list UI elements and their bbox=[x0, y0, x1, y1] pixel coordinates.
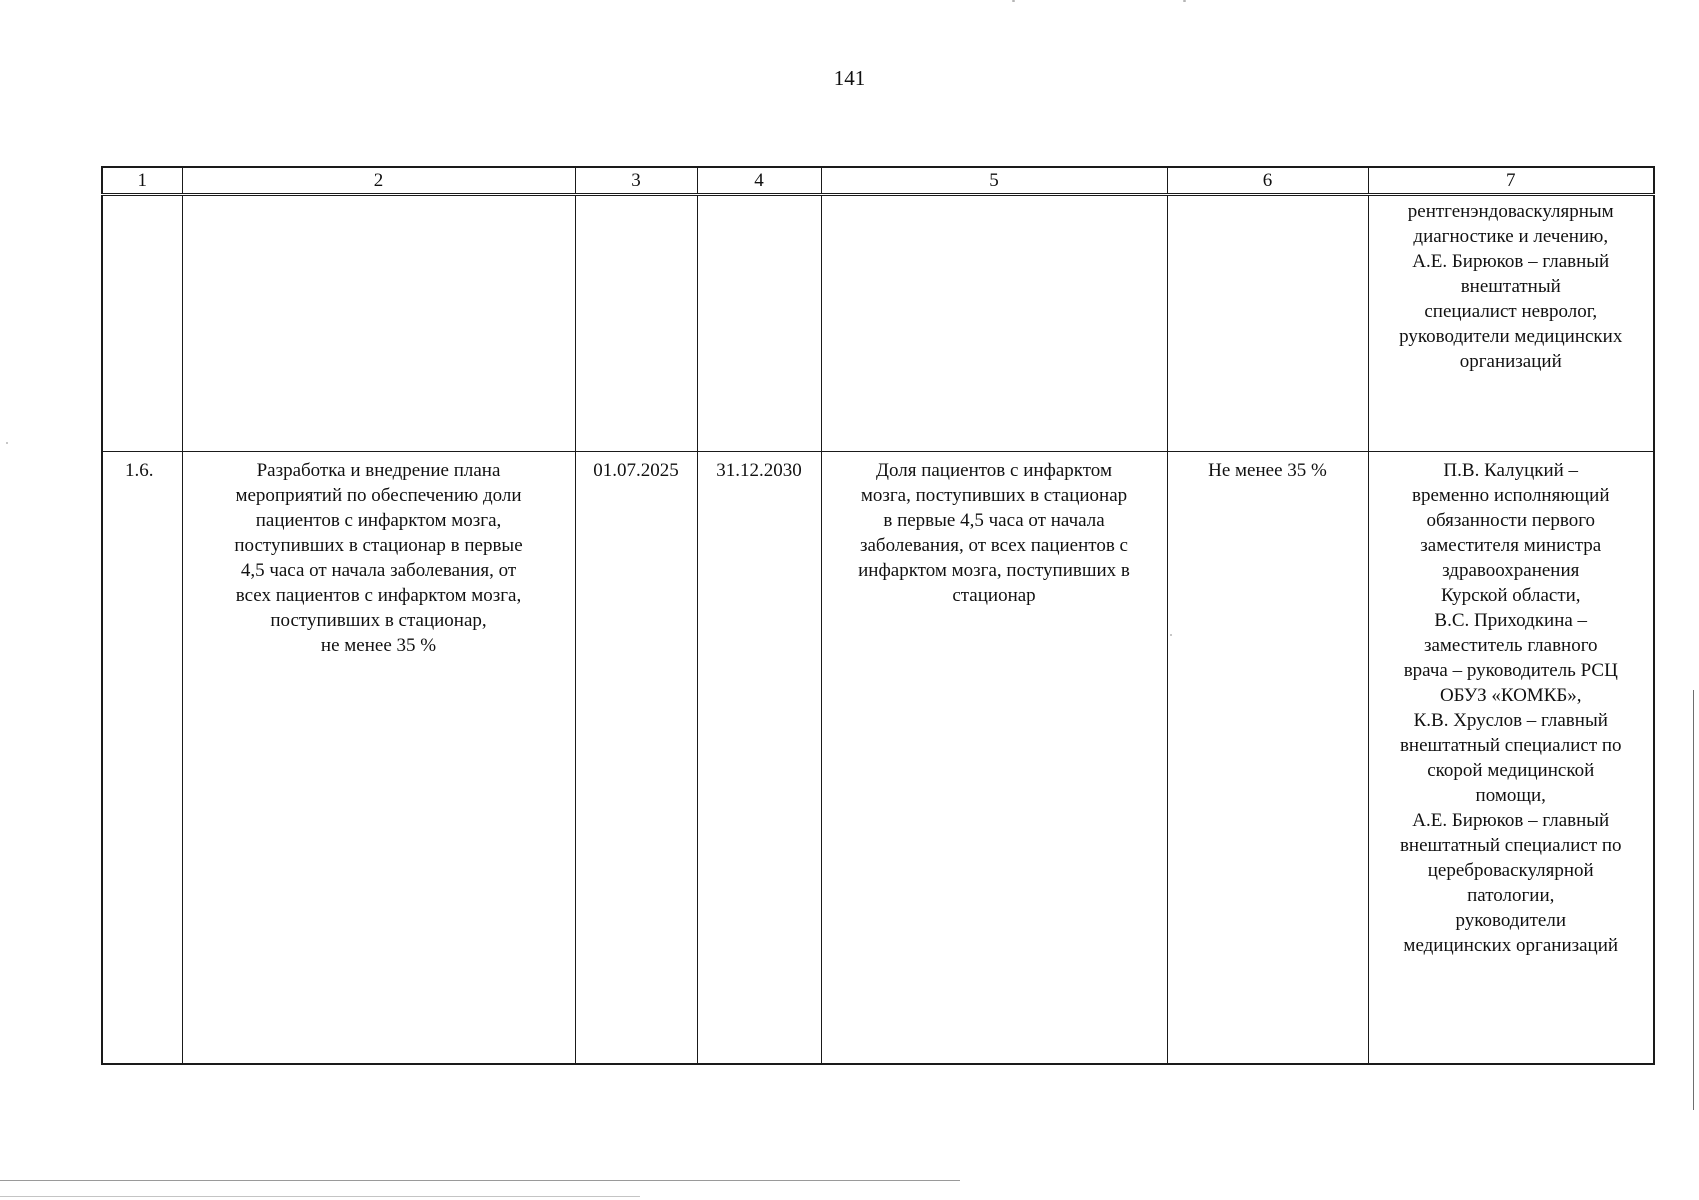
scan-artifact bbox=[6, 442, 8, 444]
indicator-cell: Доля пациентов с инфарктом мозга, поступивших в стационар в первые 4,5 часа от начала заболевания, от всех пациентов с инфарктом мозга, поступивших в стационар bbox=[821, 452, 1167, 1065]
description-cell bbox=[182, 195, 575, 452]
column-header-5: 5 bbox=[821, 167, 1167, 195]
item-number-cell: 1.6. bbox=[102, 452, 182, 1065]
end-date-cell: 31.12.2030 bbox=[697, 452, 821, 1065]
start-date-cell: 01.07.2025 bbox=[575, 452, 697, 1065]
column-header-7: 7 bbox=[1368, 167, 1654, 195]
table-row-1-6 bbox=[102, 452, 1654, 1065]
description-cell: Разработка и внедрение плана мероприятий по обеспечению доли пациентов с инфарктом мозга, поступивших в стационар в первые 4,5 часа от начала заболевания, от всех пациентов с инфарктом мозга, поступивших в стационар, не менее 35 % bbox=[182, 452, 575, 1065]
scan-edge-line bbox=[0, 1180, 960, 1181]
column-header-2: 2 bbox=[182, 167, 575, 195]
plan-table bbox=[101, 166, 1655, 1065]
column-header-4: 4 bbox=[697, 167, 821, 195]
column-header-3: 3 bbox=[575, 167, 697, 195]
column-header-6: 6 bbox=[1167, 167, 1368, 195]
end-date-cell bbox=[697, 195, 821, 452]
scan-edge-line bbox=[1693, 690, 1694, 1110]
start-date-cell bbox=[575, 195, 697, 452]
target-value-cell bbox=[1167, 195, 1368, 452]
column-header-1: 1 bbox=[102, 167, 182, 195]
scan-artifact bbox=[1170, 634, 1172, 636]
page-number: 141 bbox=[833, 66, 866, 90]
scan-artifact bbox=[1183, 0, 1186, 2]
responsible-persons-cell: П.В. Калуцкий – временно исполняющий обязанности первого заместителя министра здравоохранения Курской области, В.С. Приходкина – заместитель главного врача – руководитель РСЦ ОБУЗ «КОМКБ», К.В. Хруслов – главный внештатный специалист по скорой медицинской помощи, А.Е. Бирюков – главный внештатный специалист по цереброваскулярной патологии, руководители медицинских организаций bbox=[1368, 452, 1654, 1065]
item-number-cell bbox=[102, 195, 182, 452]
table-row-continued bbox=[102, 195, 1654, 452]
indicator-cell bbox=[821, 195, 1167, 452]
scan-edge-line bbox=[0, 1196, 640, 1197]
column-number-row bbox=[102, 167, 1654, 195]
target-value-cell: Не менее 35 % bbox=[1167, 452, 1368, 1065]
responsible-persons-cell: рентгенэндоваскулярным диагностике и лечению, А.Е. Бирюков – главный внештатный специалист невролог, руководители медицинских организаций bbox=[1368, 195, 1654, 452]
scan-artifact bbox=[1012, 0, 1015, 2]
